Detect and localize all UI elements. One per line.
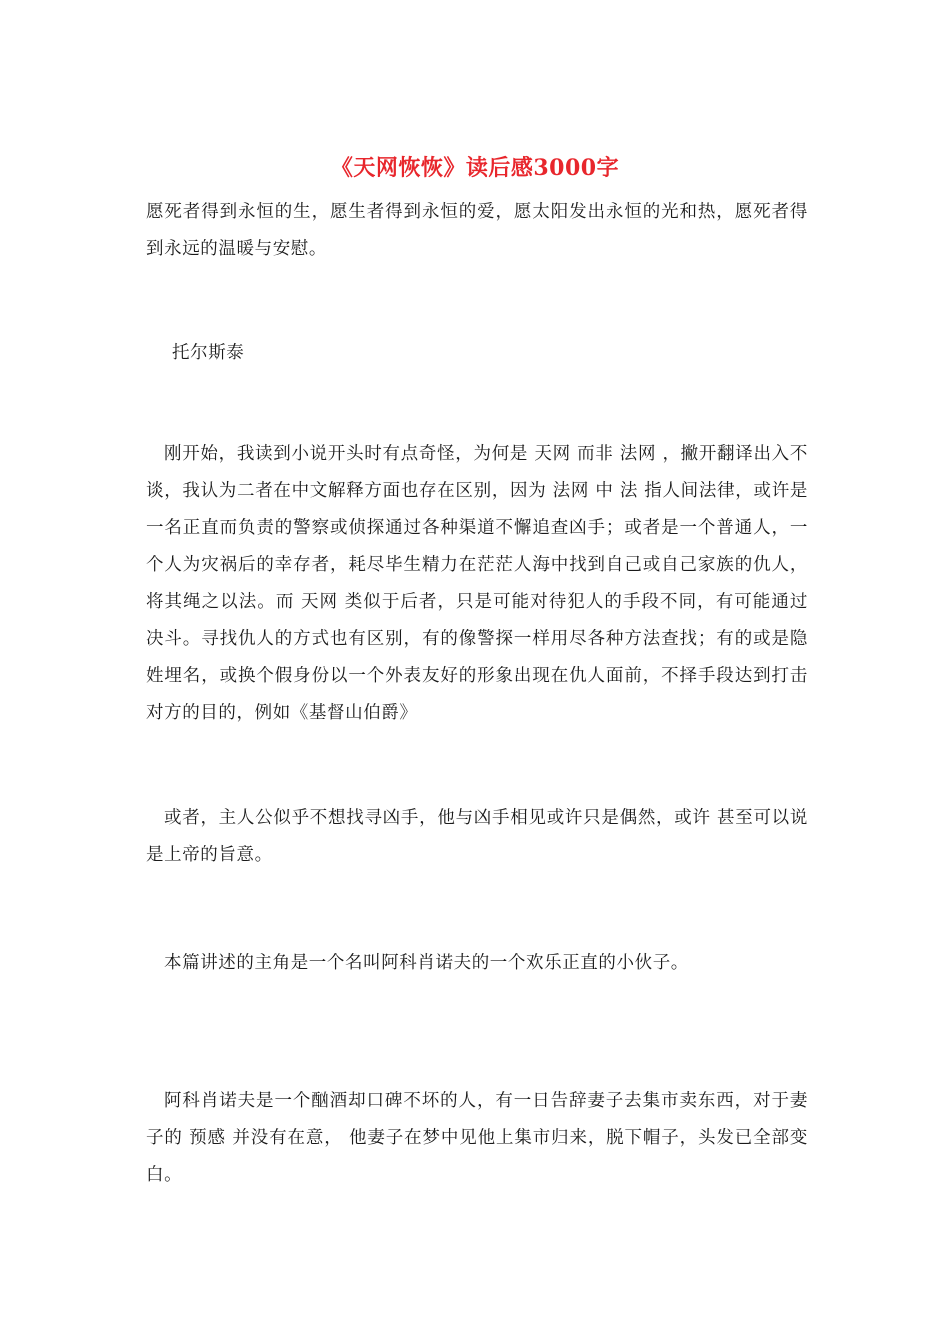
paragraph-intro: 刚开始，我读到小说开头时有点奇怪，为何是 天网 而非 法网 ，撇开翻译出入不谈，我认为二者在中文解释方面也存在区别，因为 法网 中 法 指人间法律，或许是一名正直而负责的警察或侦探通过各种渠道不懈追查凶手；或者是一个普通人，一个人为灾祸后的幸存者，耗尽毕生精力在茫茫人海中找到自己或自己家族的仇人，将其绳之以法。而 天网 类似于后者，只是可能对待犯人的手段不同，有可能通过决斗。寻找仇人的方式也有区别，有的像警探一样用尽各种方法查找；有的或是隐姓埋名，或换个假身份以一个外表友好的形象出现在仇人面前，不择手段达到打击对方的目的，例如《基督山伯爵》: [146, 444, 808, 723]
paragraph-quote: 愿死者得到永恒的生，愿生者得到永恒的爱，愿太阳发出永恒的光和热，愿死者得到永远的温暖与安慰。: [146, 202, 808, 259]
document-title: 《天网恢恢》读后感3000字: [330, 155, 620, 181]
paragraph-protagonist-chance: 或者，主人公似乎不想找寻凶手，他与凶手相见或许只是偶然，或许 甚至可以说是上帝的旨意。: [146, 808, 808, 865]
paragraph-story-start: 阿科肖诺夫是一个酗酒却口碑不坏的人，有一日告辞妻子去集市卖东西，对于妻子的 预感 并没有在意， 他妻子在梦中见他上集市归来，脱下帽子，头发已全部变白。: [146, 1091, 808, 1185]
paragraph-author: 托尔斯泰: [172, 343, 245, 363]
paragraph-protagonist-intro: 本篇讲述的主角是一个名叫阿科肖诺夫的一个欢乐正直的小伙子。: [164, 953, 689, 973]
